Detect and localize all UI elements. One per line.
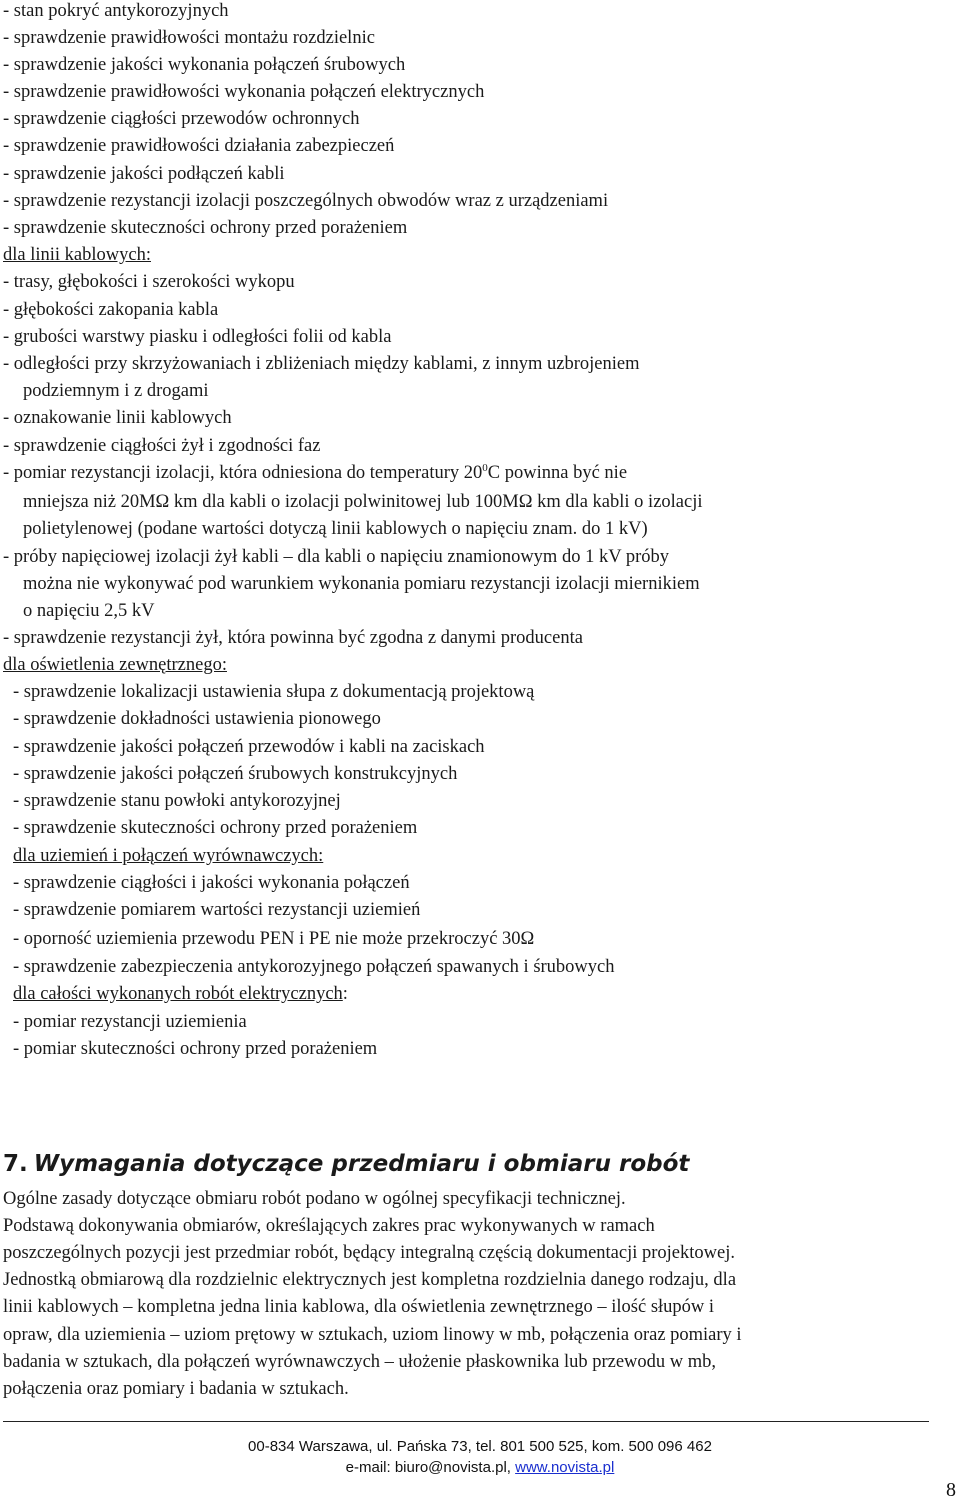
section-title: Wymagania dotyczące przedmiaru i obmiaru robót: [33, 1151, 690, 1177]
section-heading-text: dla całości wykonanych robót elektrycznych: [13, 984, 343, 1004]
list-item: - odległości przy skrzyżowaniach i zbliżeniach między kablami, z innym uzbrojeniem: [3, 354, 640, 374]
list-item-continuation: mniejsza niż 20MΩ km dla kabli o izolacji polwinitowej lub 100MΩ km dla kabli o izolacji: [23, 492, 703, 512]
list-item-continuation: można nie wykonywać pod warunkiem wykonania pomiaru rezystancji izolacji miernikiem: [23, 574, 700, 594]
section-heading-outdoor-lighting: dla oświetlenia zewnętrznego:: [3, 655, 227, 675]
paragraph-line: połączenia oraz pomiary i badania w sztukach.: [3, 1379, 349, 1399]
footer-address: 00-834 Warszawa, ul. Pańska 73, tel. 801 500 525, kom. 500 096 462: [248, 1438, 712, 1455]
list-item: - sprawdzenie ciągłości przewodów ochronnych: [3, 109, 360, 129]
list-item: - sprawdzenie rezystancji izolacji poszczególnych obwodów wraz z urządzeniami: [3, 191, 609, 211]
list-item: - pomiar skuteczności ochrony przed porażeniem: [13, 1039, 378, 1059]
paragraph-line: Jednostką obmiarową dla rozdzielnic elektrycznych jest kompletna rozdzielnia danego rodzaju, dla: [3, 1270, 737, 1290]
superscript-degree: 0: [482, 461, 488, 474]
paragraph: Ogólne zasady dotyczące obmiaru robót podano w ogólnej specyfikacji technicznej.: [3, 1189, 626, 1209]
list-item: - sprawdzenie stanu powłoki antykorozyjnej: [13, 791, 341, 811]
paragraph-line: linii kablowych – kompletna jedna linia kablowa, dla oświetlenia zewnętrznego – ilość słupów i: [3, 1297, 715, 1317]
list-item: - sprawdzenie skuteczności ochrony przed porażeniem: [13, 818, 418, 838]
list-item: - sprawdzenie jakości połączeń śrubowych konstrukcyjnych: [13, 764, 458, 784]
paragraph-line: opraw, dla uziemienia – uziom prętowy w sztukach, uziom linowy w mb, połączenia oraz pomiary i: [3, 1325, 742, 1345]
list-item: - pomiar rezystancji uziemienia: [13, 1012, 247, 1032]
footer-email: e-mail: biuro@novista.pl,: [345, 1459, 516, 1476]
list-item: - sprawdzenie prawidłowości montażu rozdzielnic: [3, 28, 375, 48]
list-item: - głębokości zakopania kabla: [3, 300, 219, 320]
page-number: 8: [946, 1479, 956, 1501]
list-item-text: C powinna być nie: [487, 463, 628, 483]
list-item-continuation: podziemnym i z drogami: [23, 381, 209, 401]
section-heading-cable-lines: dla linii kablowych:: [3, 245, 151, 265]
list-item: - sprawdzenie skuteczności ochrony przed porażeniem: [3, 218, 408, 238]
section-heading-whole-works: [13, 983, 348, 1005]
list-item: - sprawdzenie ciągłości żył i zgodności faz: [3, 436, 321, 456]
list-item: - sprawdzenie lokalizacji ustawienia słupa z dokumentacją projektową: [13, 682, 535, 702]
list-item: - stan pokryć antykorozyjnych: [3, 1, 229, 21]
list-item: - oznakowanie linii kablowych: [3, 408, 232, 428]
section-heading-earthing: dla uziemień i połączeń wyrównawczych:: [13, 846, 324, 866]
list-item: - sprawdzenie jakości wykonania połączeń śrubowych: [3, 55, 406, 75]
list-item-text: - pomiar rezystancji izolacji, która odniesiona do temperatury 20: [3, 463, 483, 483]
section-7-heading: [3, 1149, 689, 1179]
list-item-continuation: o napięciu 2,5 kV: [23, 601, 155, 621]
section-heading-colon: :: [342, 984, 348, 1004]
list-item: - sprawdzenie dokładności ustawienia pionowego: [13, 709, 381, 729]
website-link[interactable]: www.novista.pl: [515, 1459, 615, 1476]
list-item: - grubości warstwy piasku i odległości folii od kabla: [3, 327, 392, 347]
list-item: [3, 462, 627, 484]
list-item: - sprawdzenie jakości połączeń przewodów i kabli na zaciskach: [13, 737, 485, 757]
paragraph-line: Podstawą dokonywania obmiarów, określających zakres prac wykonywanych w ramach: [3, 1216, 655, 1236]
list-item-continuation: polietylenowej (podane wartości dotyczą linii kablowych o napięciu znam. do 1 kV): [23, 519, 648, 539]
paragraph-line: badania w sztukach, dla połączeń wyrównawczych – ułożenie płaskownika lub przewodu w mb,: [3, 1352, 717, 1372]
list-item: - próby napięciowej izolacji żył kabli – dla kabli o napięciu znamionowym do 1 kV próby: [3, 547, 669, 567]
list-item: - sprawdzenie prawidłowości wykonania połączeń elektrycznych: [3, 82, 485, 102]
list-item: - sprawdzenie ciągłości i jakości wykonania połączeń: [13, 873, 410, 893]
list-item: - oporność uziemienia przewodu PEN i PE nie może przekroczyć 30Ω: [13, 929, 535, 949]
list-item: - sprawdzenie prawidłowości działania zabezpieczeń: [3, 136, 395, 156]
list-item: - sprawdzenie pomiarem wartości rezystancji uziemień: [13, 900, 421, 920]
section-number: 7.: [3, 1151, 28, 1177]
paragraph-line: poszczególnych pozycji jest przedmiar robót, będący integralną częścią dokumentacji projektowej.: [3, 1243, 735, 1263]
list-item: - sprawdzenie zabezpieczenia antykorozyjnego połączeń spawanych i śrubowych: [13, 957, 615, 977]
list-item: - sprawdzenie rezystancji żył, która powinna być zgodna z danymi producenta: [3, 628, 583, 648]
list-item: - trasy, głębokości i szerokości wykopu: [3, 272, 295, 292]
footer-divider: [3, 1421, 929, 1422]
list-item: - sprawdzenie jakości podłączeń kabli: [3, 164, 285, 184]
footer-contact: [0, 1458, 960, 1478]
